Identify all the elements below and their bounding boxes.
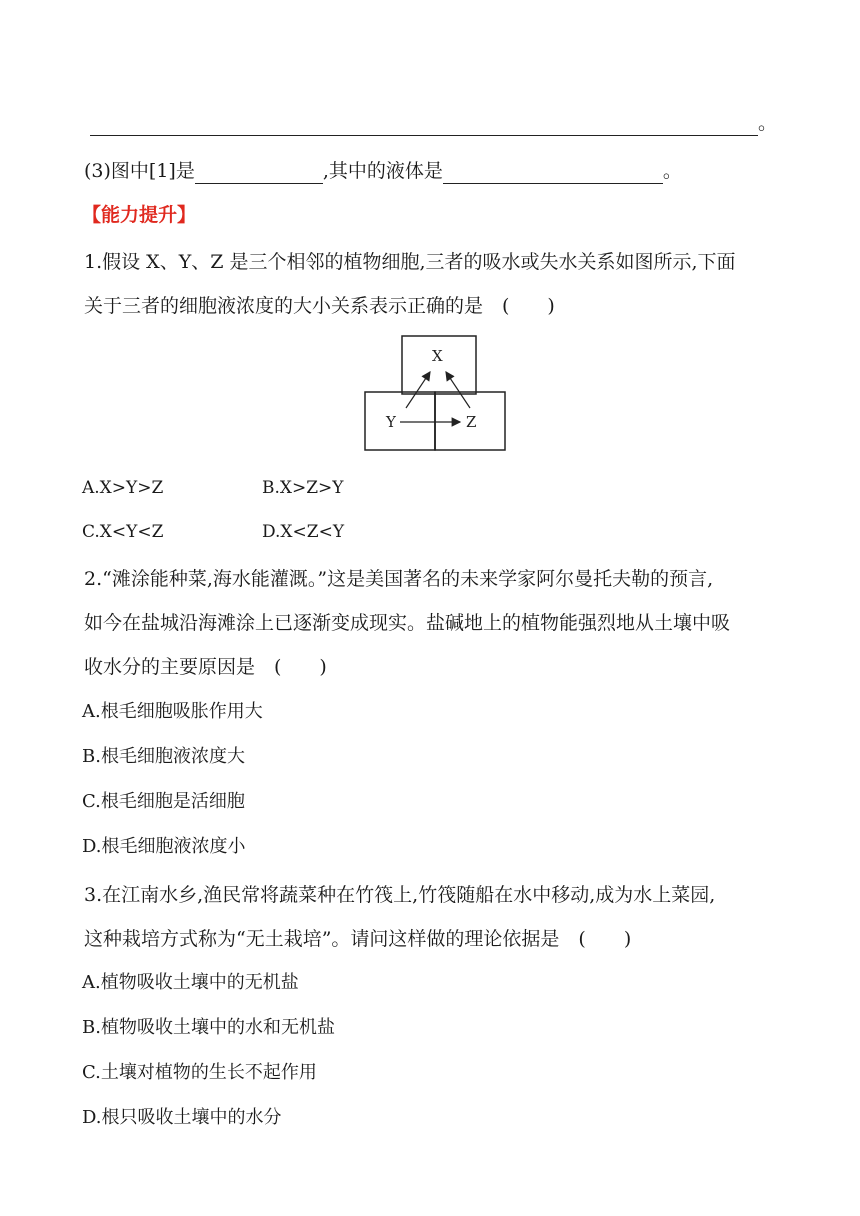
q3-blank-2[interactable] [443, 163, 663, 184]
q3-blank-1[interactable] [195, 163, 323, 184]
q1-option-c[interactable]: C.X<Y<Z [82, 522, 164, 542]
question-1-line-1: 1.假设 X、Y、Z 是三个相邻的植物细胞,三者的吸水或失水关系如图所示,下面 [84, 251, 736, 273]
question-2-line-1: 2.“滩涂能种菜,海水能灌溉。”这是美国著名的未来学家阿尔曼托夫勒的预言, [84, 568, 714, 590]
question-3-line-1: 3.在江南水乡,渔民常将蔬菜种在竹筏上,竹筏随船在水中移动,成为水上菜园, [84, 884, 716, 906]
question-1-line-2: 关于三者的细胞液浓度的大小关系表示正确的是 ( ) [84, 295, 555, 317]
q2-option-b[interactable]: B.根毛细胞液浓度大 [82, 746, 245, 767]
q2-option-a[interactable]: A.根毛细胞吸胀作用大 [82, 701, 263, 722]
cell-diagram [360, 334, 520, 454]
label-z: Z [466, 413, 477, 431]
label-x: X [432, 347, 443, 365]
q2-option-d[interactable]: D.根毛细胞液浓度小 [82, 836, 246, 857]
answer-line-period: 。 [758, 112, 778, 134]
q2-option-c[interactable]: C.根毛细胞是活细胞 [82, 791, 245, 812]
q3-option-d[interactable]: D.根只吸收土壤中的水分 [82, 1107, 282, 1128]
q3-option-b[interactable]: B.植物吸收土壤中的水和无机盐 [82, 1017, 335, 1038]
q1-option-a[interactable]: A.X>Y>Z [82, 478, 164, 498]
q3-middle: ,其中的液体是 [322, 160, 443, 182]
q1-option-b[interactable]: B.X>Z>Y [262, 478, 344, 498]
question-3-part [84, 158, 682, 184]
question-2-line-3: 收水分的主要原因是 ( ) [84, 656, 327, 678]
label-y: Y [386, 413, 396, 431]
answer-line-row [90, 110, 777, 136]
section-heading: 【能力提升】 [82, 204, 197, 226]
arrow-z-to-x [446, 372, 470, 408]
cell-y-box [365, 392, 435, 450]
q3-option-c[interactable]: C.土壤对植物的生长不起作用 [82, 1062, 317, 1083]
question-3-line-2: 这种栽培方式称为“无土栽培”。请问这样做的理论依据是 ( ) [84, 928, 632, 950]
answer-blank[interactable] [90, 115, 758, 136]
cell-x-box [402, 336, 476, 394]
q3-suffix: 。 [662, 160, 682, 182]
question-2-line-2: 如今在盐城沿海滩涂上已逐渐变成现实。盐碱地上的植物能强烈地从土壤中吸 [84, 612, 731, 634]
arrow-y-to-x [406, 372, 430, 408]
q3-prefix: (3)图中[1]是 [84, 160, 195, 182]
q1-option-d[interactable]: D.X<Z<Y [262, 522, 345, 542]
q3-option-a[interactable]: A.植物吸收土壤中的无机盐 [82, 972, 299, 993]
